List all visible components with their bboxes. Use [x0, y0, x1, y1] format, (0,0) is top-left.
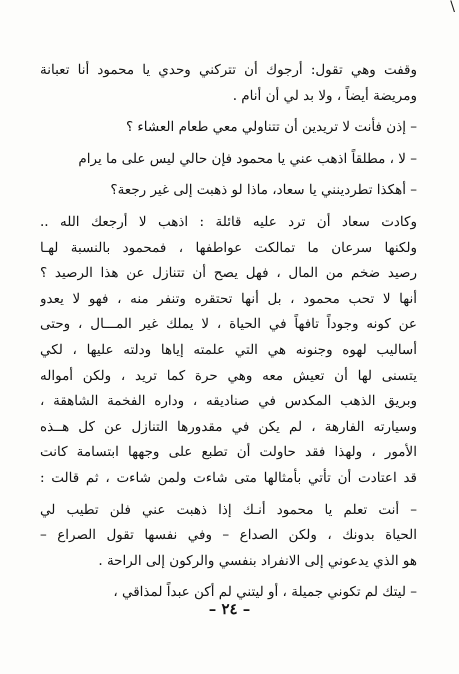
- text-line-12: يتسنى لها أن تعيش معه وهي حرة كما تريد ، ولكن أمواله: [40, 367, 417, 384]
- page-number: – ٢٤ –: [208, 600, 251, 618]
- text-line-11: أساليب لهوه وجنونه هي التي علمته إياها ودلته عليها ، لكي: [40, 341, 417, 358]
- text-line-20: – ليتك لم تكوني جميلة ، أو ليتني لم أكن عبداً لمذاقي ،: [113, 584, 417, 601]
- text-line-10: عن كونه وجوداً تافهاً في الحياة ، لا يملك غير المـــال ، وحتى: [40, 316, 417, 333]
- text-line-13: وبريق الذهب المكدس في صناديقه ، وداره الفخمة الشاهقة ،: [40, 393, 417, 410]
- text-line-2: ومريضة أيضاً ، ولا بد لي أن أنام .: [232, 87, 417, 104]
- text-line-4: – لا ، مطلقاً اذهب عني يا محمود فإن حالي ليس على ما يرام: [78, 150, 417, 167]
- text-line-15: الأمور ، ولهذا فقد حاولت أن تطبع على وجهها ابتسامة كانت: [40, 444, 417, 461]
- text-line-16: قد اعتادت أن تأتي بأمثالها متى شاءت ولمن شاءت ، ثم قالت :: [40, 469, 417, 486]
- text-line-18: الحياة بدونك ، ولكن الصداع – وفي نفسها تقول الصراع –: [40, 527, 417, 544]
- text-line-5: – أهكذا تطردينني يا سعاد، ماذا لو ذهبت إلى غير رجعة؟: [110, 182, 417, 199]
- text-line-6: وكادت سعاد أن ترد عليه قائلة : اذهب لا أرجعك الله ..: [40, 213, 417, 230]
- text-line-19: هو الذي يدعوني إلى الانفراد بنفسي والركون إلى الراحة .: [98, 552, 417, 569]
- text-line-7: ولكنها سرعان ما تمالكت عواطفها ، فمحمود بالنسبة لهـا: [40, 239, 417, 256]
- text-line-8: رصيد ضخم من المال ، فهل يصح أن تتنازل عن هذا الرصيد ؟: [40, 265, 417, 282]
- text-line-3: – إذن فأنت لا تريدين أن تتناولي معي طعام العشاء ؟: [125, 119, 417, 136]
- text-line-9: أنها لا تحب محمود ، بل أنها تحتقره وتنفر منه ، فهو لا يعدو: [40, 290, 417, 307]
- corner-mark: \: [450, 0, 455, 15]
- text-line-14: وسيارته الفارهة ، لم يكن في مقدورها التنازل عن كل هــذه: [40, 418, 417, 435]
- body-text: [40, 58, 417, 606]
- text-line-17: – أنت تعلم يا محمود أنـك إذا ذهبت عني فلن تطيب لي: [40, 501, 417, 518]
- text-line-1: وقفت وهي تقول: أرجوك أن تتركني وحدي يا محمود أنا تعبانة: [40, 62, 417, 78]
